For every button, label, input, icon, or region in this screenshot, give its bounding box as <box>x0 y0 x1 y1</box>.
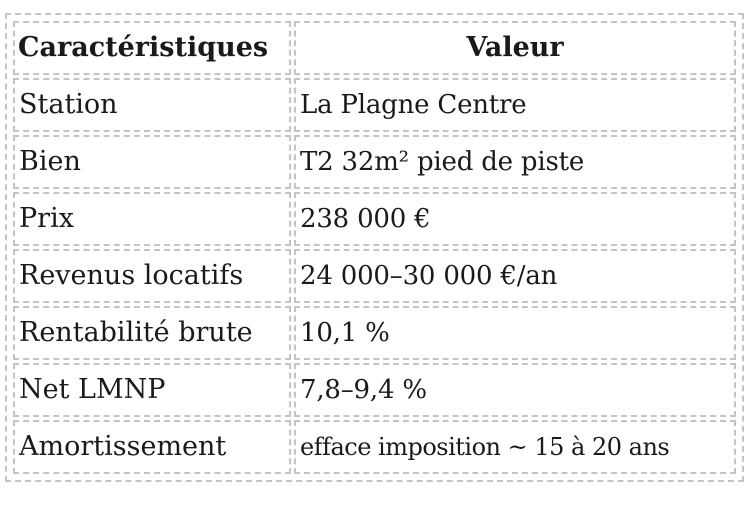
table-row <box>13 306 736 360</box>
row-value: 238 000 € <box>294 192 736 246</box>
row-label: Prix <box>13 192 291 246</box>
table-header-row <box>13 21 736 75</box>
row-label: Revenus locatifs <box>13 249 291 303</box>
row-value: 10,1 % <box>294 306 736 360</box>
property-table-container <box>5 13 744 482</box>
row-label: Station <box>13 78 291 132</box>
row-value: La Plagne Centre <box>294 78 736 132</box>
table-row <box>13 249 736 303</box>
row-value: 24 000–30 000 €/an <box>294 249 736 303</box>
table-row <box>13 420 736 474</box>
row-label: Rentabilité brute <box>13 306 291 360</box>
row-value: 7,8–9,4 % <box>294 363 736 417</box>
table-row <box>13 135 736 189</box>
row-label: Net LMNP <box>13 363 291 417</box>
header-caracteristiques: Caractéristiques <box>13 21 291 75</box>
property-table <box>10 18 739 477</box>
table-row <box>13 78 736 132</box>
row-label: Amortissement <box>13 420 291 474</box>
row-value: T2 32m² pied de piste <box>294 135 736 189</box>
row-label: Bien <box>13 135 291 189</box>
header-valeur: Valeur <box>294 21 736 75</box>
table-row <box>13 363 736 417</box>
table-row <box>13 192 736 246</box>
row-value: efface imposition ~ 15 à 20 ans <box>294 420 736 474</box>
